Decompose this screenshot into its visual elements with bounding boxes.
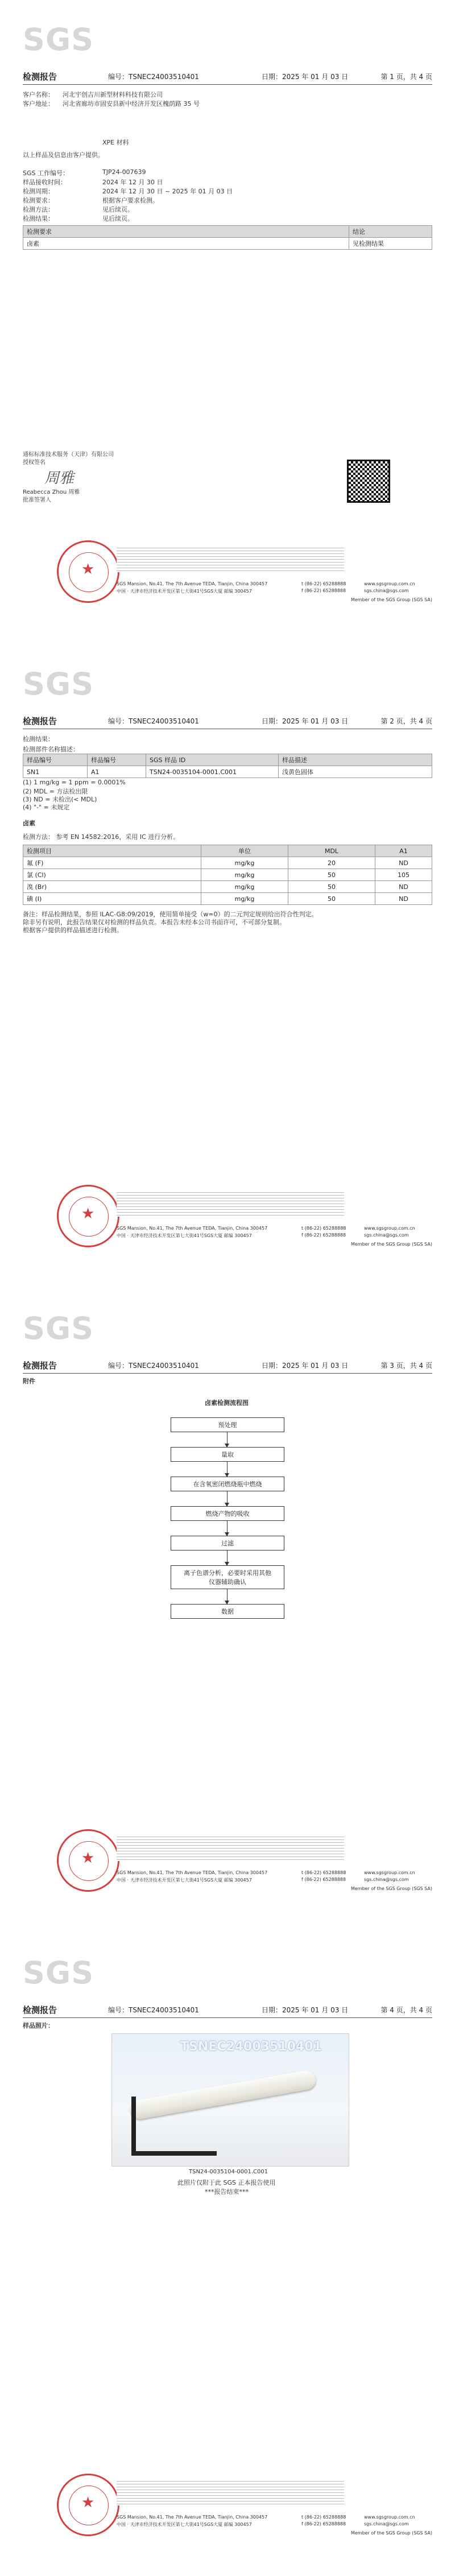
table-cell: mg/kg <box>201 881 288 893</box>
table-cell: 溴 (Br) <box>23 881 201 893</box>
company-seal-icon: ★ <box>57 540 119 603</box>
sgs-logo: SGS <box>23 666 94 702</box>
signature-image: 周雅 <box>44 470 75 487</box>
flow-step: 燃烧产物的吸收 <box>171 1506 284 1521</box>
company-seal-icon: ★ <box>57 2474 119 2536</box>
sample-name: XPE 材料 <box>102 139 129 146</box>
table-cell: 卤素 <box>23 238 349 250</box>
page-footer <box>0 1185 455 1253</box>
legal-fine-print <box>117 1835 344 1861</box>
flow-arrow <box>227 1589 228 1604</box>
address-label: 客户地址： <box>23 100 54 107</box>
remark-line: 根据客户提供的样品描述进行检测。 <box>23 927 123 934</box>
requirement-value: 根据客户要求检测。 <box>102 197 159 204</box>
footer-address-cn: 中国 · 天津市经济技术开发区第七大街41号SGS大厦 邮编 300457 <box>117 1878 252 1883</box>
footer-tel: t (86-22) 65288888 <box>301 1226 346 1231</box>
header-rule <box>23 2017 432 2018</box>
note-line: (4) "-" = 未规定 <box>23 804 70 811</box>
flow-arrow <box>227 1491 228 1506</box>
signer-org: 通标标准技术服务（天津）有限公司 <box>23 452 114 458</box>
footer-address-en: SGS Mansion, No.41, The 7th Avenue TEDA, Tianjin, China 300457 <box>117 1870 268 1875</box>
table-cell: 浅黄色固体 <box>279 766 432 778</box>
table-header-row <box>23 226 432 238</box>
table-cell: 50 <box>288 881 375 893</box>
report-title: 检测报告 <box>23 716 57 726</box>
flow-step: 数据 <box>171 1604 284 1619</box>
flow-step: 预处理 <box>171 1417 284 1432</box>
table-cell: mg/kg <box>201 857 288 869</box>
report-title: 检测报告 <box>23 72 57 82</box>
table-row <box>23 893 432 905</box>
table-cell: 碘 (I) <box>23 893 201 905</box>
flow-step: 离子色谱分析，必要时采用其他仪器辅助确认 <box>171 1565 284 1589</box>
note-line: (1) 1 mg/kg = 1 ppm = 0.0001% <box>23 779 126 786</box>
report-page-2 <box>0 644 455 1287</box>
flow-arrow <box>227 1521 228 1536</box>
footer-fax: f (86-22) 65288888 <box>301 1877 346 1882</box>
table-cell: SN1 <box>23 766 88 778</box>
page-number: 第 4 页，共 4 页 <box>380 2006 432 2014</box>
flow-arrow <box>227 1432 228 1447</box>
footer-mail: sgs.china@sgs.com <box>364 1877 409 1882</box>
remark-line: 备注：样品检测结果，参照 ILAC-G8:09/2019，使用简单接受（w=0）的二元判定规则给出符合性判定。 <box>23 911 318 918</box>
section-title: 样品照片： <box>23 2022 54 2029</box>
report-page-1 <box>0 0 455 643</box>
photo-id: TSN24-0035104-0001.C001 <box>189 2169 268 2175</box>
table-header-cell: 检测要求 <box>23 226 349 238</box>
ruler <box>131 2097 136 2156</box>
flow-arrow <box>227 1550 228 1565</box>
footer-member: Member of the SGS Group (SGS SA) <box>350 1886 432 1891</box>
report-page-3 <box>0 1289 455 1932</box>
footer-address-cn: 中国 · 天津市经济技术开发区第七大街41号SGS大厦 邮编 300457 <box>117 589 252 594</box>
sgs-logo: SGS <box>23 1955 94 1991</box>
method-value: 见后续页。 <box>102 206 134 213</box>
report-number: 编号：TSNEC24003510401 <box>108 1362 199 1370</box>
page-number: 第 3 页，共 4 页 <box>380 1362 432 1370</box>
table-cell: ND <box>375 893 432 905</box>
footer-address-en: SGS Mansion, No.41, The 7th Avenue TEDA, Tianjin, China 300457 <box>117 581 268 586</box>
table-cell: 105 <box>375 869 432 881</box>
footer-web: www.sgsgroup.com.cn <box>364 2515 415 2520</box>
footer-member: Member of the SGS Group (SGS SA) <box>350 2530 432 2536</box>
table-header-cell: MDL <box>288 845 375 857</box>
sample-roll <box>129 2069 317 2121</box>
table-row <box>23 869 432 881</box>
footer-web: www.sgsgroup.com.cn <box>364 1870 415 1875</box>
table-cell: 氯 (Cl) <box>23 869 201 881</box>
legal-fine-print <box>117 1190 344 1217</box>
flow-title: 卤素检测流程图 <box>205 1399 249 1407</box>
end-of-report: ***报告结束*** <box>205 2188 249 2195</box>
table-header-cell: 结论 <box>349 226 432 238</box>
page-header <box>23 1361 432 1372</box>
client-value: 河北宇创吉川新型材料科技有限公司 <box>63 91 163 98</box>
company-seal-icon: ★ <box>57 1185 119 1247</box>
legal-fine-print <box>117 546 344 572</box>
report-number: 编号：TSNEC24003510401 <box>108 717 199 725</box>
page-footer <box>0 540 455 609</box>
footer-web: www.sgsgroup.com.cn <box>364 1226 415 1231</box>
table-header-cell: 样品编号 <box>23 754 88 766</box>
table-cell: ND <box>375 857 432 869</box>
qr-code-icon <box>347 460 390 503</box>
footer-fax: f (86-22) 65288888 <box>301 2521 346 2527</box>
table-cell: A1 <box>88 766 146 778</box>
footer-fax: f (86-22) 65288888 <box>301 1233 346 1238</box>
company-seal-icon: ★ <box>57 1829 119 1892</box>
report-date: 日期：2025 年 01 月 03 日 <box>262 1362 349 1370</box>
report-number: 编号：TSNEC24003510401 <box>108 73 199 81</box>
table-cell: ND <box>375 881 432 893</box>
flow-step: 在含氧密闭燃烧瓶中燃烧 <box>171 1477 284 1491</box>
table-cell: 氟 (F) <box>23 857 201 869</box>
sgs-logo: SGS <box>23 22 94 57</box>
sample-table <box>23 754 432 778</box>
footer-mail: sgs.china@sgs.com <box>364 588 409 593</box>
remark-line: 除非另有说明，此报告结果仅对检测的样品负责。本报告未经本公司书面许可，不可部分复制。 <box>23 919 286 926</box>
flow-step: 过滤 <box>171 1536 284 1550</box>
page-header <box>23 716 432 727</box>
footer-tel: t (86-22) 65288888 <box>301 1870 346 1875</box>
confirm-text: 以上样品及信息由客户提供。 <box>23 151 104 159</box>
header-rule <box>23 84 432 85</box>
footer-tel: t (86-22) 65288888 <box>301 581 346 586</box>
report-date: 日期：2025 年 01 月 03 日 <box>262 73 349 81</box>
table-row <box>23 766 432 778</box>
footer-tel: t (86-22) 65288888 <box>301 2515 346 2520</box>
page-number: 第 1 页，共 4 页 <box>380 73 432 81</box>
report-number: 编号：TSNEC24003510401 <box>108 2006 199 2014</box>
result-value: 见后续页。 <box>102 215 134 222</box>
table-cell: 50 <box>288 893 375 905</box>
table-header-cell: SGS 样品 ID <box>146 754 279 766</box>
table-cell: 见检测结果 <box>349 238 432 250</box>
footer-address-cn: 中国 · 天津市经济技术开发区第七大街41号SGS大厦 邮编 300457 <box>117 1233 252 1238</box>
report-date: 日期：2025 年 01 月 03 日 <box>262 717 349 725</box>
table-row <box>23 857 432 869</box>
page-header <box>23 72 432 83</box>
table-header-row <box>23 845 432 857</box>
result-label: 检测结果： <box>23 215 54 222</box>
table-header-cell: 单位 <box>201 845 288 857</box>
sgs-logo: SGS <box>23 1310 94 1346</box>
result-table <box>23 845 432 905</box>
summary-table <box>23 225 432 250</box>
table-header-cell: 检测项目 <box>23 845 201 857</box>
sample-desc-label: 检测部件名称描述： <box>23 746 79 753</box>
footer-member: Member of the SGS Group (SGS SA) <box>350 597 432 602</box>
header-rule <box>23 1373 432 1374</box>
legal-fine-print <box>117 2479 344 2505</box>
sgs-id-value: TJP24-007639 <box>102 168 146 176</box>
table-header-cell: 样品编号 <box>88 754 146 766</box>
table-header-row <box>23 754 432 766</box>
report-title: 检测报告 <box>23 2005 57 2015</box>
method-label: 检测方法： <box>23 206 54 213</box>
footer-address-cn: 中国 · 天津市经济技术开发区第七大街41号SGS大厦 邮编 300457 <box>117 2522 252 2527</box>
table-cell: 50 <box>288 869 375 881</box>
client-label: 客户名称： <box>23 91 54 98</box>
address-value: 河北省廊坊市固安县新中经济开发区槐荫路 35 号 <box>63 100 200 107</box>
report-date: 日期：2025 年 01 月 03 日 <box>262 2006 349 2014</box>
footer-address-en: SGS Mansion, No.41, The 7th Avenue TEDA, Tianjin, China 300457 <box>117 2515 268 2520</box>
test-period-label: 检测周期： <box>23 188 54 195</box>
report-title: 检测报告 <box>23 1361 57 1371</box>
page-header <box>23 2005 432 2016</box>
section-title: 附件 <box>23 1378 35 1385</box>
flow-arrow <box>227 1462 228 1477</box>
note-line: (2) MDL = 方法检出限 <box>23 788 88 795</box>
table-cell: mg/kg <box>201 869 288 881</box>
report-page-4 <box>0 1933 455 2576</box>
signer-name: Reabecca Zhou 周雅 <box>23 489 80 495</box>
page-footer <box>0 1829 455 1897</box>
page-number: 第 2 页，共 4 页 <box>380 717 432 725</box>
receive-label: 样品接收时间： <box>23 179 67 186</box>
footer-mail: sgs.china@sgs.com <box>364 2521 409 2527</box>
sample-photo <box>111 2033 349 2166</box>
note-line: (3) ND = 未检出(< MDL) <box>23 796 97 803</box>
photo-statement: 此照片仅附于此 SGS 正本报告使用 <box>177 2179 276 2186</box>
table-cell: TSN24-0035104-0001.C001 <box>146 766 279 778</box>
signer-role: 授权签名 <box>23 460 46 466</box>
photo-label: TSNEC24003510401 <box>180 2040 322 2054</box>
footer-web: www.sgsgroup.com.cn <box>364 581 415 586</box>
flow-step: 量取 <box>171 1447 284 1462</box>
sgs-id-label: SGS 工作编号： <box>23 169 69 177</box>
footer-fax: f (86-22) 65288888 <box>301 588 346 593</box>
footer-member: Member of the SGS Group (SGS SA) <box>350 1242 432 1247</box>
method-text: 检测方法： 参考 EN 14582:2016，采用 IC 进行分析。 <box>23 833 180 841</box>
page-footer <box>0 2474 455 2542</box>
requirement-label: 检测要求： <box>23 197 54 204</box>
footer-mail: sgs.china@sgs.com <box>364 1233 409 1238</box>
table-row <box>23 238 432 250</box>
ruler <box>131 2151 217 2156</box>
table-row <box>23 881 432 893</box>
test-period-value: 2024 年 12 月 30 日 ~ 2025 年 01 月 03 日 <box>102 188 233 195</box>
section-title: 卤素 <box>23 820 35 827</box>
receive-value: 2024 年 12 月 30 日 <box>102 179 163 186</box>
footer-address-en: SGS Mansion, No.41, The 7th Avenue TEDA, Tianjin, China 300457 <box>117 1226 268 1231</box>
signer-title: 批准签署人 <box>23 497 51 503</box>
table-header-cell: 样品描述 <box>279 754 432 766</box>
table-cell: 20 <box>288 857 375 869</box>
results-title: 检测结果： <box>23 735 54 743</box>
table-cell: mg/kg <box>201 893 288 905</box>
table-header-cell: A1 <box>375 845 432 857</box>
